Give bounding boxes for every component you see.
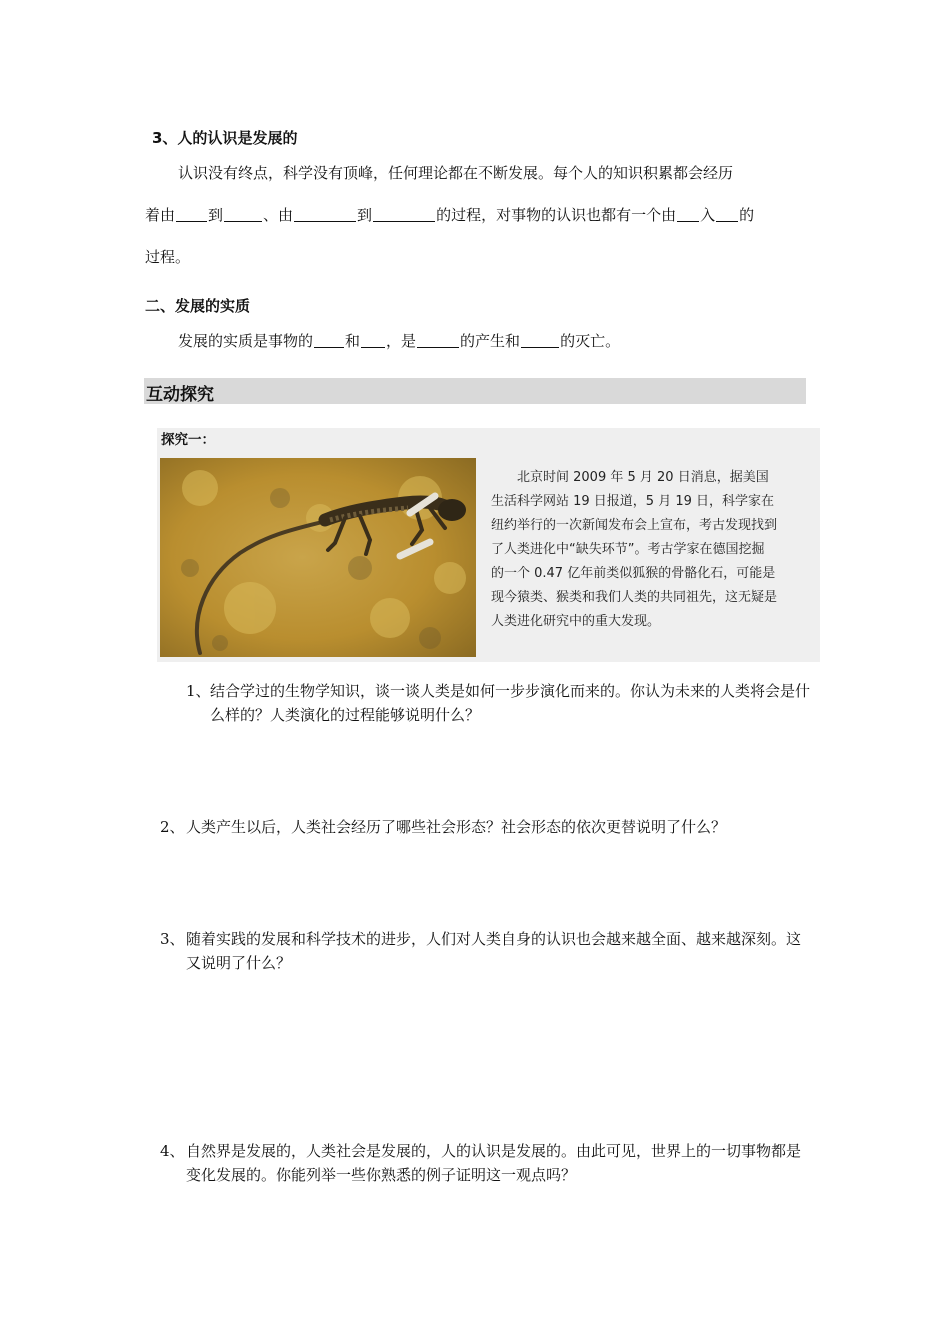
- text-fragment: 到: [357, 206, 373, 224]
- text-fragment: 的过程，对事物的认识也都有一个由: [436, 206, 677, 224]
- fill-blank[interactable]: [521, 346, 559, 348]
- section-heading-cognition: 3、人的认识是发展的: [152, 129, 298, 147]
- explore-label: 探究一：: [161, 432, 215, 448]
- question-2: [160, 815, 810, 839]
- text-fragment: 着由: [145, 206, 176, 224]
- text-fragment: 的: [739, 206, 755, 224]
- question-number: 2、: [160, 818, 185, 836]
- question-number: 1、: [186, 682, 211, 700]
- essence-line: [178, 320, 818, 362]
- fill-blank[interactable]: [294, 220, 356, 222]
- text-fragment: 入: [700, 206, 716, 224]
- question-text-content: 结合学过的生物学知识，谈一谈人类是如何一步步演化而来的。你认为未来的人类将会是什么样的？人类演化的过程能够说明什么？: [210, 682, 811, 724]
- fossil-image: [160, 458, 476, 657]
- section-heading-essence: 二、发展的实质: [145, 297, 251, 315]
- question-text: 自然界是发展的，人类社会是发展的，人的认识是发展的。由此可见，世界上的一切事物都是变化发展的。你能列举一些你熟悉的例子证明这一观点吗？: [186, 1142, 802, 1184]
- question-number: 3、: [160, 930, 185, 948]
- text-fragment: 的灭亡。: [560, 332, 621, 350]
- question-text: 随着实践的发展和科学技术的进步，人们对人类自身的认识也会越来越全面、越来越深刻。这又说明了什么？: [186, 930, 802, 972]
- interactive-section-title: 互动探究: [146, 385, 214, 405]
- question-4: [160, 1139, 810, 1187]
- fill-blank[interactable]: [176, 220, 207, 222]
- cognition-line-3: 过程。: [145, 248, 191, 266]
- news-excerpt: 北京时间 2009 年 5 月 20 日消息，据美国生活科学网站 19 日报道，5 月 19 日，科学家在纽约举行的一次新闻发布会上宣布，考古发现找到了人类进化中“缺失环节”。考古学家在德国挖掘的一个 0.47 亿年前类似狐猴的骨骼化石，可能是现今猿类、猴类和我们人类的共同祖先，这无疑是人类进化研究中的重大发现。: [491, 470, 778, 629]
- question-number: 4、: [160, 1142, 185, 1160]
- cognition-line-2: [145, 194, 815, 236]
- text-fragment: 和: [345, 332, 361, 350]
- cognition-line-1: 认识没有终点，科学没有顶峰，任何理论都在不断发展。每个人的知识积累都会经历: [178, 164, 734, 182]
- interactive-section-bar: [144, 378, 806, 404]
- fill-blank[interactable]: [677, 220, 699, 222]
- fill-blank[interactable]: [373, 220, 435, 222]
- fill-blank[interactable]: [716, 220, 738, 222]
- text-fragment: 发展的实质是事物的: [178, 332, 314, 350]
- question-3: [160, 927, 810, 975]
- fill-blank[interactable]: [361, 346, 385, 348]
- fill-blank[interactable]: [314, 346, 344, 348]
- text-fragment: 到: [208, 206, 224, 224]
- fill-blank[interactable]: [417, 346, 459, 348]
- question-text: 人类产生以后，人类社会经历了哪些社会形态？社会形态的依次更替说明了什么？: [186, 818, 727, 836]
- fill-blank[interactable]: [224, 220, 262, 222]
- text-fragment: ，是: [386, 332, 417, 350]
- question-1: [160, 679, 810, 727]
- text-fragment: 、由: [263, 206, 294, 224]
- text-fragment: 的产生和: [460, 332, 521, 350]
- question-text: [160, 679, 810, 727]
- explore-box: [157, 428, 820, 662]
- cognition-paragraph: [145, 152, 815, 278]
